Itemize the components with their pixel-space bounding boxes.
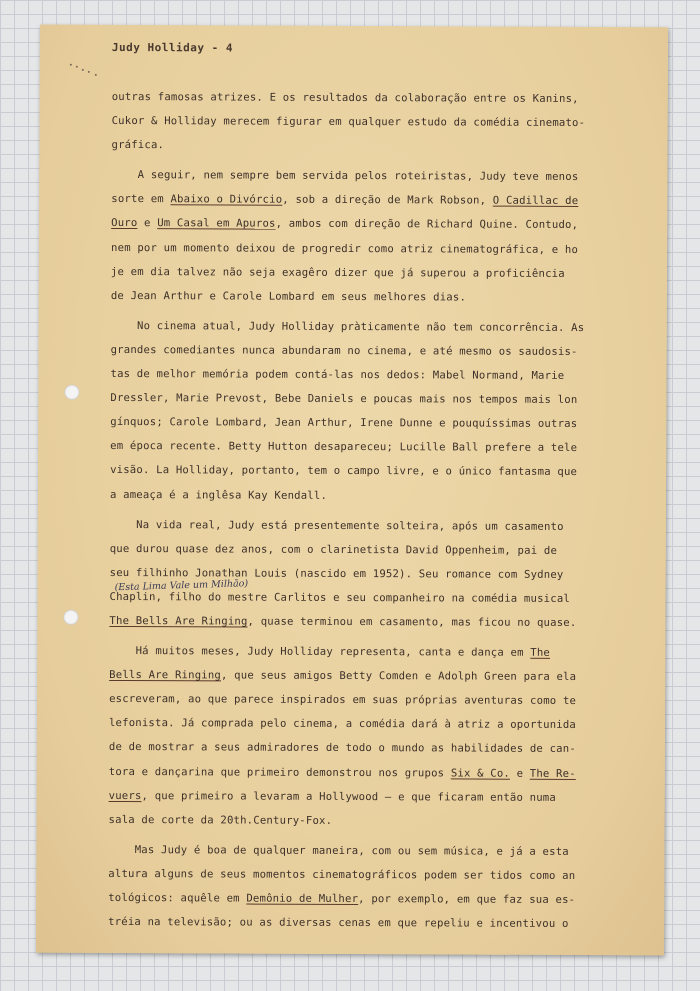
text-line (108, 910, 644, 936)
text-segment: sala de corte da 20th.Century-Fox. (108, 813, 333, 827)
text-segment: outras famosas atrizes. E os resultados da colaboração entre os Kanins, (111, 90, 579, 105)
text-segment: tas de melhor memória podem contá-las nos dedos: Mabel Normand, Marie (110, 367, 565, 382)
text-segment: Dressler, Marie Prevost, Bebe Daniels e poucas mais nos tempos mais lon (110, 392, 578, 407)
text-segment: seu filhinho Jonathan Louis (nascido em 1952). Seu romance com Sydney (109, 566, 564, 581)
text-line (110, 537, 646, 563)
text-segment: altura alguns de seus momentos cinematográficos podem ser tidos como an (108, 867, 576, 882)
underlined-title: O Cadillac de (492, 194, 579, 208)
text-line (110, 482, 646, 508)
staple-marks (62, 60, 112, 80)
text-line (111, 211, 647, 237)
punch-hole (64, 385, 79, 400)
text-line (109, 759, 645, 785)
text-line (110, 410, 646, 436)
text-line (110, 386, 646, 412)
text-segment: tora e dançarina que primeiro demonstrou nos grupos (108, 765, 451, 779)
text-segment: escreveram, ao que parece inspirados em suas próprias aventuras como te (109, 693, 577, 708)
page-header: Judy Holliday - 4 (111, 40, 234, 55)
text-segment: visão. La Holliday, portanto, tem o campo livre, e o único fantasma que (110, 464, 578, 479)
text-segment: grandes comediantes nunca abundaram no cinema, e até mesmo os saudosis- (110, 343, 578, 358)
text-segment: nem por um momento deixou de progredir como atriz cinematográfica, e ho (111, 241, 579, 256)
underlined-title: Demônio de Mulher (246, 892, 359, 906)
text-line (111, 187, 647, 213)
text-segment: A seguir, nem sempre bem servida pelos roteiristas, Judy teve menos (111, 169, 579, 184)
text-segment: a ameaça é a inglêsa Kay Kendall. (109, 488, 328, 502)
text-line (111, 163, 647, 189)
text-segment: , quase terminou em casamento, mas ficou no quase. (247, 615, 577, 629)
text-line (110, 362, 646, 388)
text-line (111, 236, 647, 262)
text-line (108, 838, 644, 864)
underlined-title: The (530, 646, 551, 659)
typewritten-page (36, 25, 668, 956)
text-line (111, 133, 647, 159)
text-line (109, 609, 645, 635)
underlined-title: Bells Are Ringing (109, 669, 222, 682)
text-line (111, 314, 647, 340)
text-segment: em época recente. Betty Hutton desapareceu; Lucille Ball prefere a tele (110, 440, 578, 455)
text-segment: lefonista. Já comprada pelo cinema, a comédia dará à atriz a oportunida (108, 717, 577, 732)
text-segment: No cinema atual, Judy Holliday pràticamente não tem concorrência. As (110, 319, 585, 334)
text-segment: Mas Judy é boa de qualquer maneira, com ou sem música, e já a esta (108, 843, 569, 858)
text-line (112, 109, 648, 135)
text-segment: , que seus amigos Betty Comden e Adolph Green para ela (220, 669, 577, 684)
text-line (109, 663, 645, 689)
text-segment: gínquos; Carole Lombard, Jean Arthur, Irene Dunne e pouquíssimas outras (110, 416, 578, 431)
text-line (109, 808, 645, 834)
text-segment: de de mostrar a seus admiradores de todo o mundo as habilidades de can- (108, 741, 576, 756)
text-segment: , ambos com direção de Richard Quine. Contudo, (275, 218, 579, 232)
text-segment: e (137, 217, 158, 230)
text-segment: , que primeiro a levaram a Hollywood — e que ficaram então numa (141, 789, 556, 804)
underlined-title: The Re- (529, 767, 576, 780)
text-line (109, 639, 645, 665)
underlined-title: Um Casal em Apuros (157, 217, 276, 231)
text-line (110, 458, 646, 484)
text-line (109, 687, 645, 713)
text-segment: je em dia talvez não seja exagêro dizer que já superou a proficiência (110, 265, 565, 280)
text-line (111, 284, 647, 310)
text-line (108, 862, 644, 888)
handwritten-annotation: (Esta Lima Vale um Milhão) (114, 578, 249, 594)
text-segment: gráfica. (111, 139, 165, 152)
text-line (109, 784, 645, 810)
text-segment: , sob a direção de Mark Robson, (282, 194, 493, 207)
body-text (108, 85, 648, 937)
underlined-title: Ouro (111, 217, 138, 230)
text-line (111, 260, 647, 286)
text-line (110, 434, 646, 460)
text-segment: de Jean Arthur e Carole Lombard em seus melhores dias. (110, 289, 467, 304)
underlined-title: vuers (108, 789, 142, 802)
punch-hole (63, 610, 78, 625)
text-segment: tológicos: aquêle em (108, 891, 247, 905)
text-line (108, 886, 644, 912)
text-segment: e (510, 767, 530, 780)
text-segment: sorte em (111, 193, 171, 206)
text-segment: Há muitos meses, Judy Holliday representa, canta e dança em (109, 645, 531, 659)
text-line (109, 735, 645, 761)
text-segment: Chaplin, filho do mestre Carlitos e seu companheiro na comédia musical (109, 590, 571, 605)
text-line (112, 85, 648, 111)
underlined-title: The Bells Are Ringing (109, 614, 248, 628)
text-segment: Na vida real, Judy está presentemente solteira, após um casamento (109, 518, 564, 533)
underlined-title: Abaixo o Divórcio (170, 193, 283, 207)
text-segment: , por exemplo, em que faz sua es- (358, 893, 576, 906)
text-line (109, 711, 645, 737)
text-segment: tréia na televisão; ou as diversas cenas em que repeliu e incentivou o (108, 916, 569, 931)
text-segment: Cukor & Holliday merecem figurar em qualquer estudo da comédia cinemato- (111, 115, 586, 130)
text-line (110, 513, 646, 539)
underlined-title: Six & Co. (450, 766, 511, 780)
text-line (111, 338, 647, 364)
text-segment: que durou quase dez anos, com o clarinetista David Oppenheim, pai de (109, 542, 558, 557)
